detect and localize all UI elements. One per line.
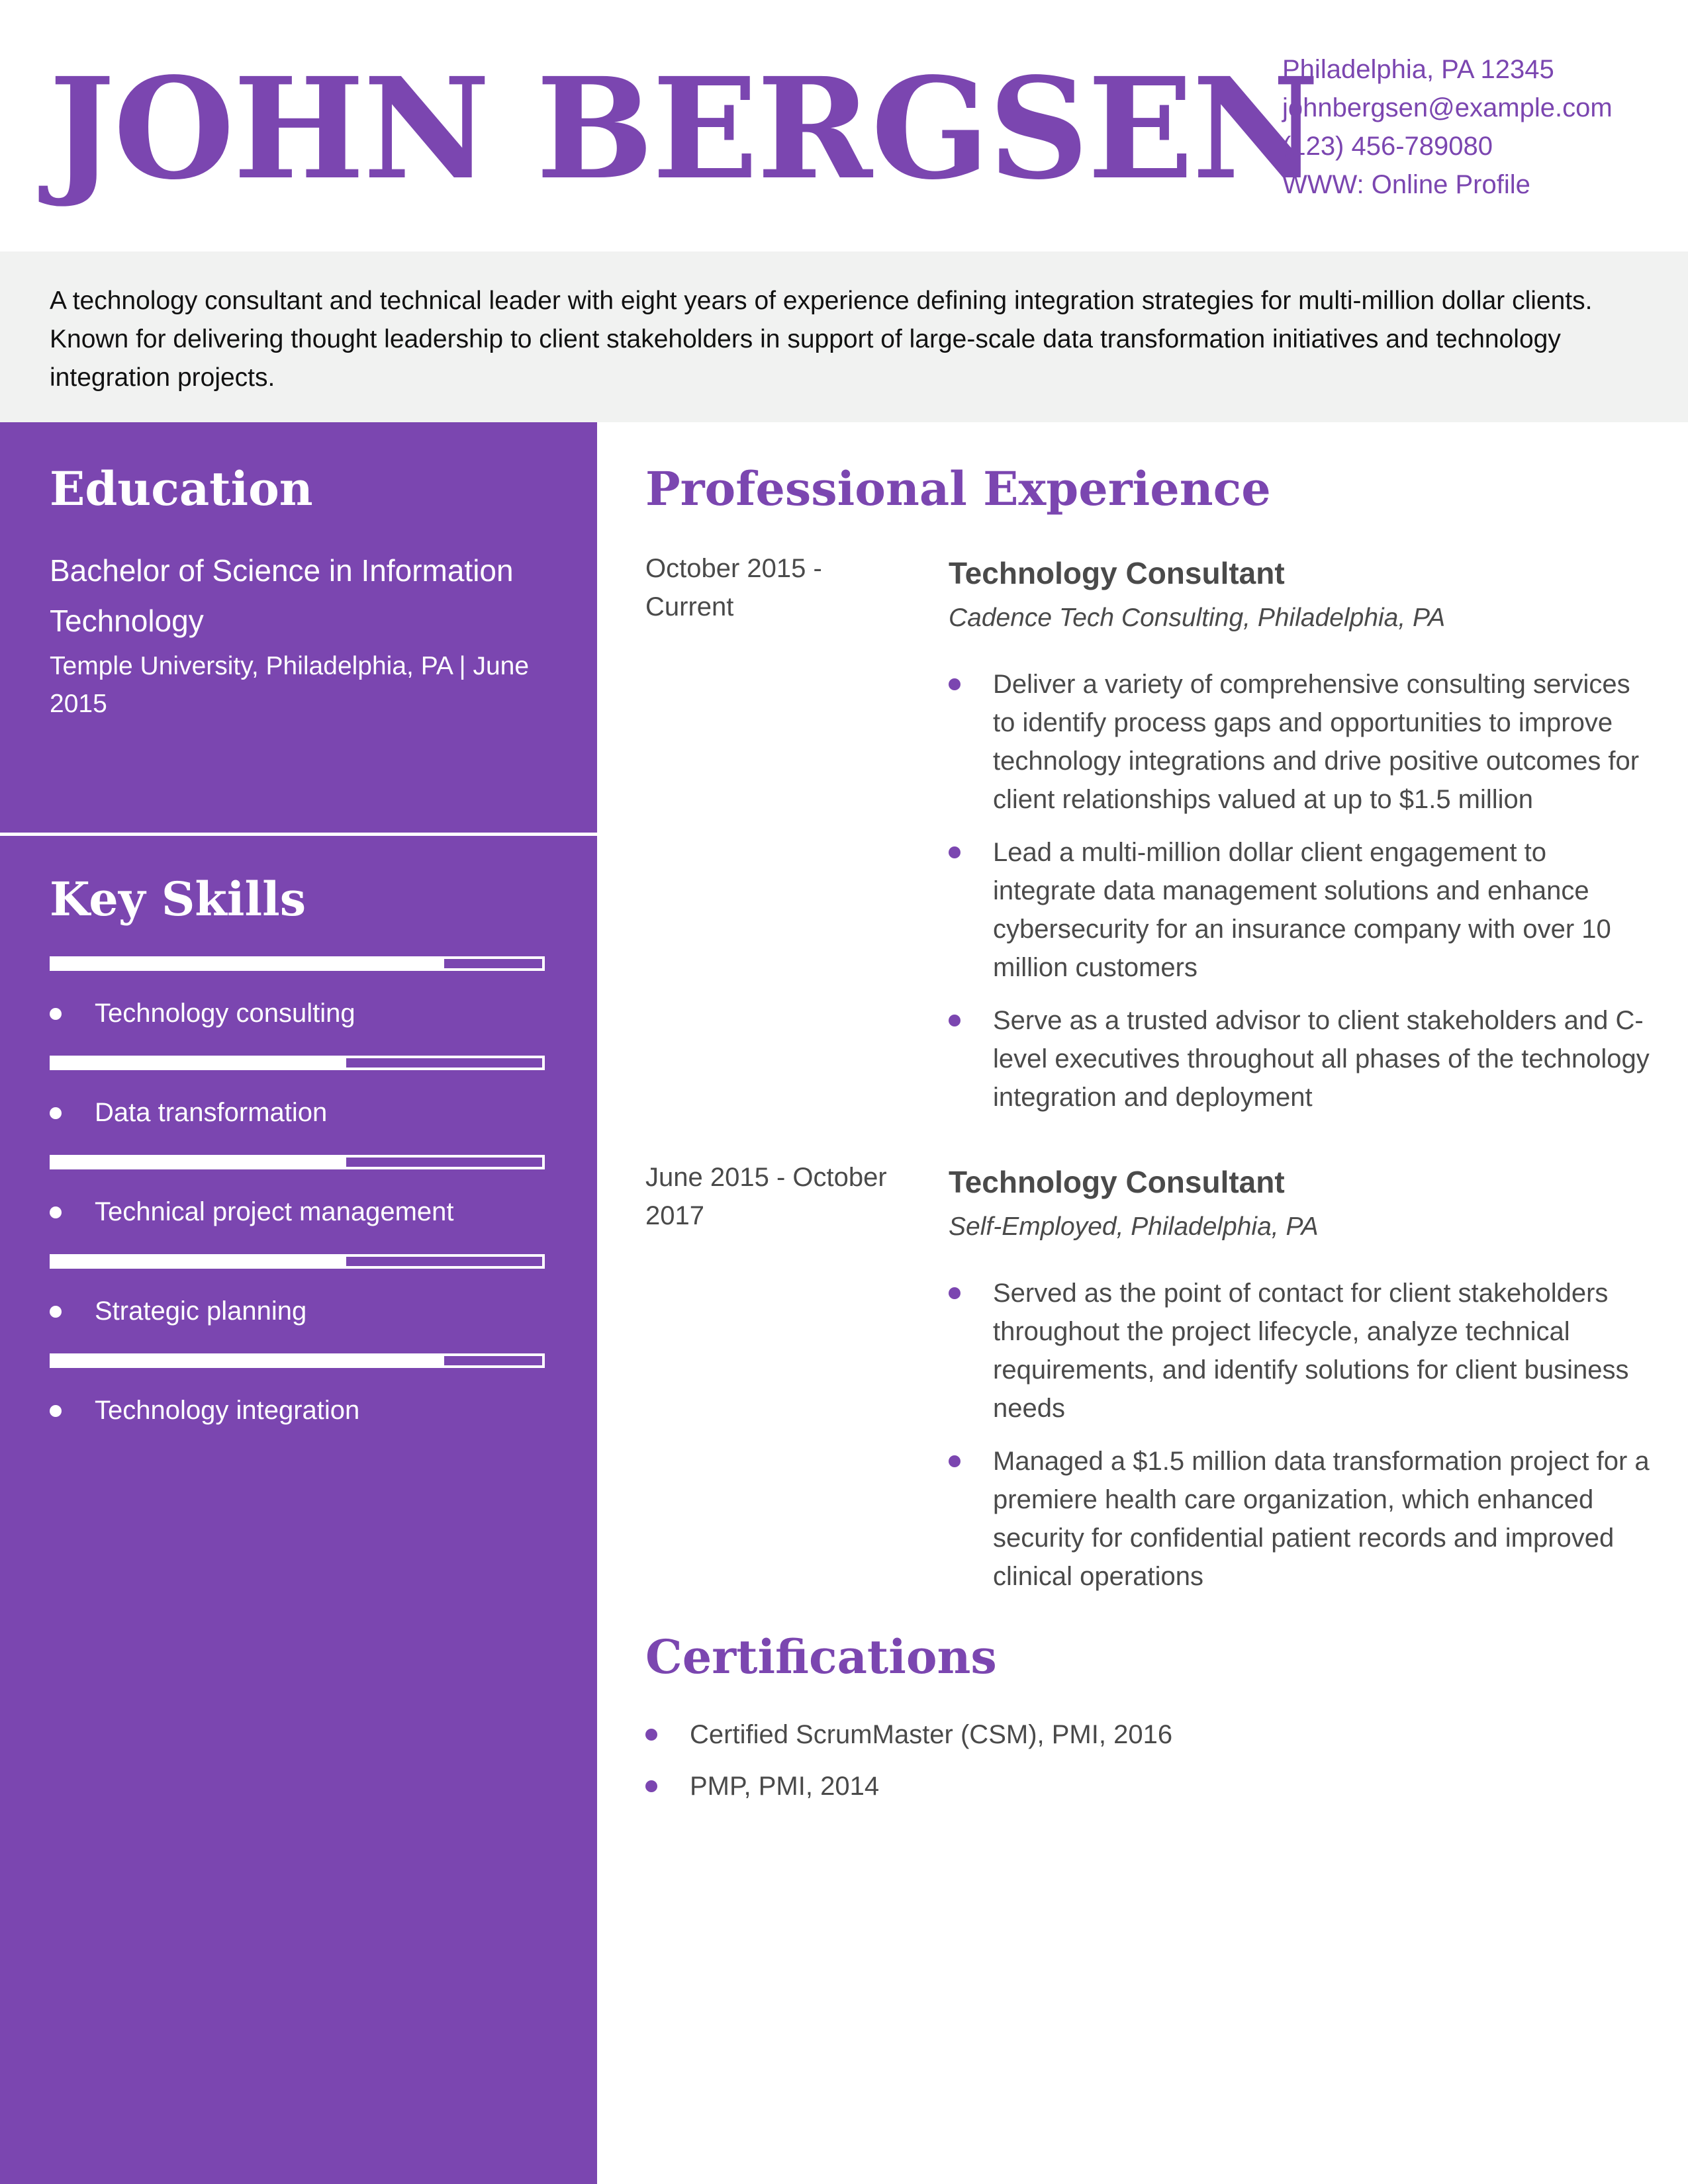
- list-item: PMP, PMI, 2014: [645, 1767, 1572, 1805]
- skill-level-bar: [50, 1254, 545, 1269]
- bullet-icon: [949, 846, 961, 858]
- list-item: Lead a multi-million dollar client engagement to integrate data management solutions and enhance cybersecurity for an insurance company with over 10 million customers: [949, 833, 1650, 987]
- skills-heading: Key Skills: [50, 872, 306, 927]
- contact-website[interactable]: WWW: Online Profile: [1282, 170, 1530, 199]
- bullet-icon: [50, 1405, 62, 1417]
- skill-label: Data transformation: [95, 1098, 328, 1127]
- job-bullets: [949, 665, 1650, 1131]
- education-school: Temple University, Philadelphia, PA | June 2015: [50, 652, 530, 718]
- skill-item: [50, 956, 546, 1028]
- bullet-icon: [949, 678, 961, 690]
- skill-label: Technical project management: [95, 1197, 454, 1226]
- bullet-icon: [949, 1455, 961, 1467]
- summary-band: [0, 251, 1688, 422]
- bullet-icon: [645, 1780, 657, 1792]
- summary-text: A technology consultant and technical leader with eight years of experience defining integration strategies for multi-million dollar clients. Known for delivering thought leadership to client stakeholders in support of large-scale data transformation initiatives and technology integration projects.: [50, 287, 1593, 392]
- skill-item: [50, 1056, 546, 1127]
- job-dates: October 2015 - Current: [645, 554, 822, 621]
- skill-item: [50, 1254, 546, 1326]
- education-degree: Bachelor of Science in Information Technology: [50, 553, 514, 638]
- job-bullets: [949, 1274, 1650, 1610]
- bullet-icon: [50, 1206, 62, 1218]
- bullet-icon: [949, 1287, 961, 1299]
- job-dates: June 2015 - October 2017: [645, 1163, 887, 1230]
- contact-email[interactable]: johnbergsen@example.com: [1282, 93, 1613, 122]
- skill-item: [50, 1155, 546, 1226]
- bullet-icon: [50, 1306, 62, 1318]
- skill-level-bar: [50, 1353, 545, 1368]
- job-title: Technology Consultant: [949, 556, 1285, 590]
- list-item: Managed a $1.5 million data transformation project for a premiere health care organization, which enhanced security for confidential patient records and improved clinical operations: [949, 1442, 1650, 1596]
- skill-level-bar: [50, 1056, 545, 1070]
- contact-address: Philadelphia, PA 12345: [1282, 55, 1554, 84]
- job-company: Cadence Tech Consulting, Philadelphia, PA: [949, 604, 1446, 632]
- job-title: Technology Consultant: [949, 1165, 1285, 1199]
- candidate-name: JOHN BERGSEN: [49, 47, 1318, 210]
- skill-level-bar: [50, 1155, 545, 1169]
- sidebar: [0, 422, 597, 2184]
- certifications-list: [645, 1715, 1572, 1819]
- job-company: Self-Employed, Philadelphia, PA: [949, 1212, 1319, 1241]
- list-item: Deliver a variety of comprehensive consulting services to identify process gaps and opportunities to improve technology integrations and drive positive outcomes for client relationships valued at up to $1.5 million: [949, 665, 1650, 819]
- bullet-icon: [50, 1107, 62, 1119]
- skill-level-fill: [52, 1058, 346, 1068]
- certifications-heading: Certifications: [645, 1629, 997, 1684]
- skill-level-fill: [52, 959, 444, 968]
- list-item: Serve as a trusted advisor to client stakeholders and C-level executives throughout all phases of the technology integration and deployment: [949, 1001, 1650, 1116]
- skill-label: Technology consulting: [95, 999, 355, 1028]
- bullet-icon: [949, 1015, 961, 1026]
- sidebar-divider: [0, 833, 597, 836]
- list-item: Certified ScrumMaster (CSM), PMI, 2016: [645, 1715, 1572, 1754]
- contact-block: [1282, 50, 1653, 204]
- contact-phone: (123) 456-789080: [1282, 132, 1493, 161]
- skill-level-fill: [52, 1158, 346, 1167]
- skill-level-fill: [52, 1257, 346, 1266]
- skill-item: [50, 1353, 546, 1425]
- experience-heading: Professional Experience: [645, 461, 1271, 516]
- skill-level-bar: [50, 956, 545, 971]
- bullet-icon: [645, 1729, 657, 1741]
- skill-label: Technology integration: [95, 1396, 360, 1425]
- bullet-icon: [50, 1008, 62, 1020]
- skill-label: Strategic planning: [95, 1297, 307, 1326]
- list-item: Served as the point of contact for client stakeholders throughout the project lifecycle, analyze technical requirements, and identify solutions for client business needs: [949, 1274, 1650, 1428]
- education-heading: Education: [50, 461, 313, 516]
- skill-level-fill: [52, 1356, 444, 1365]
